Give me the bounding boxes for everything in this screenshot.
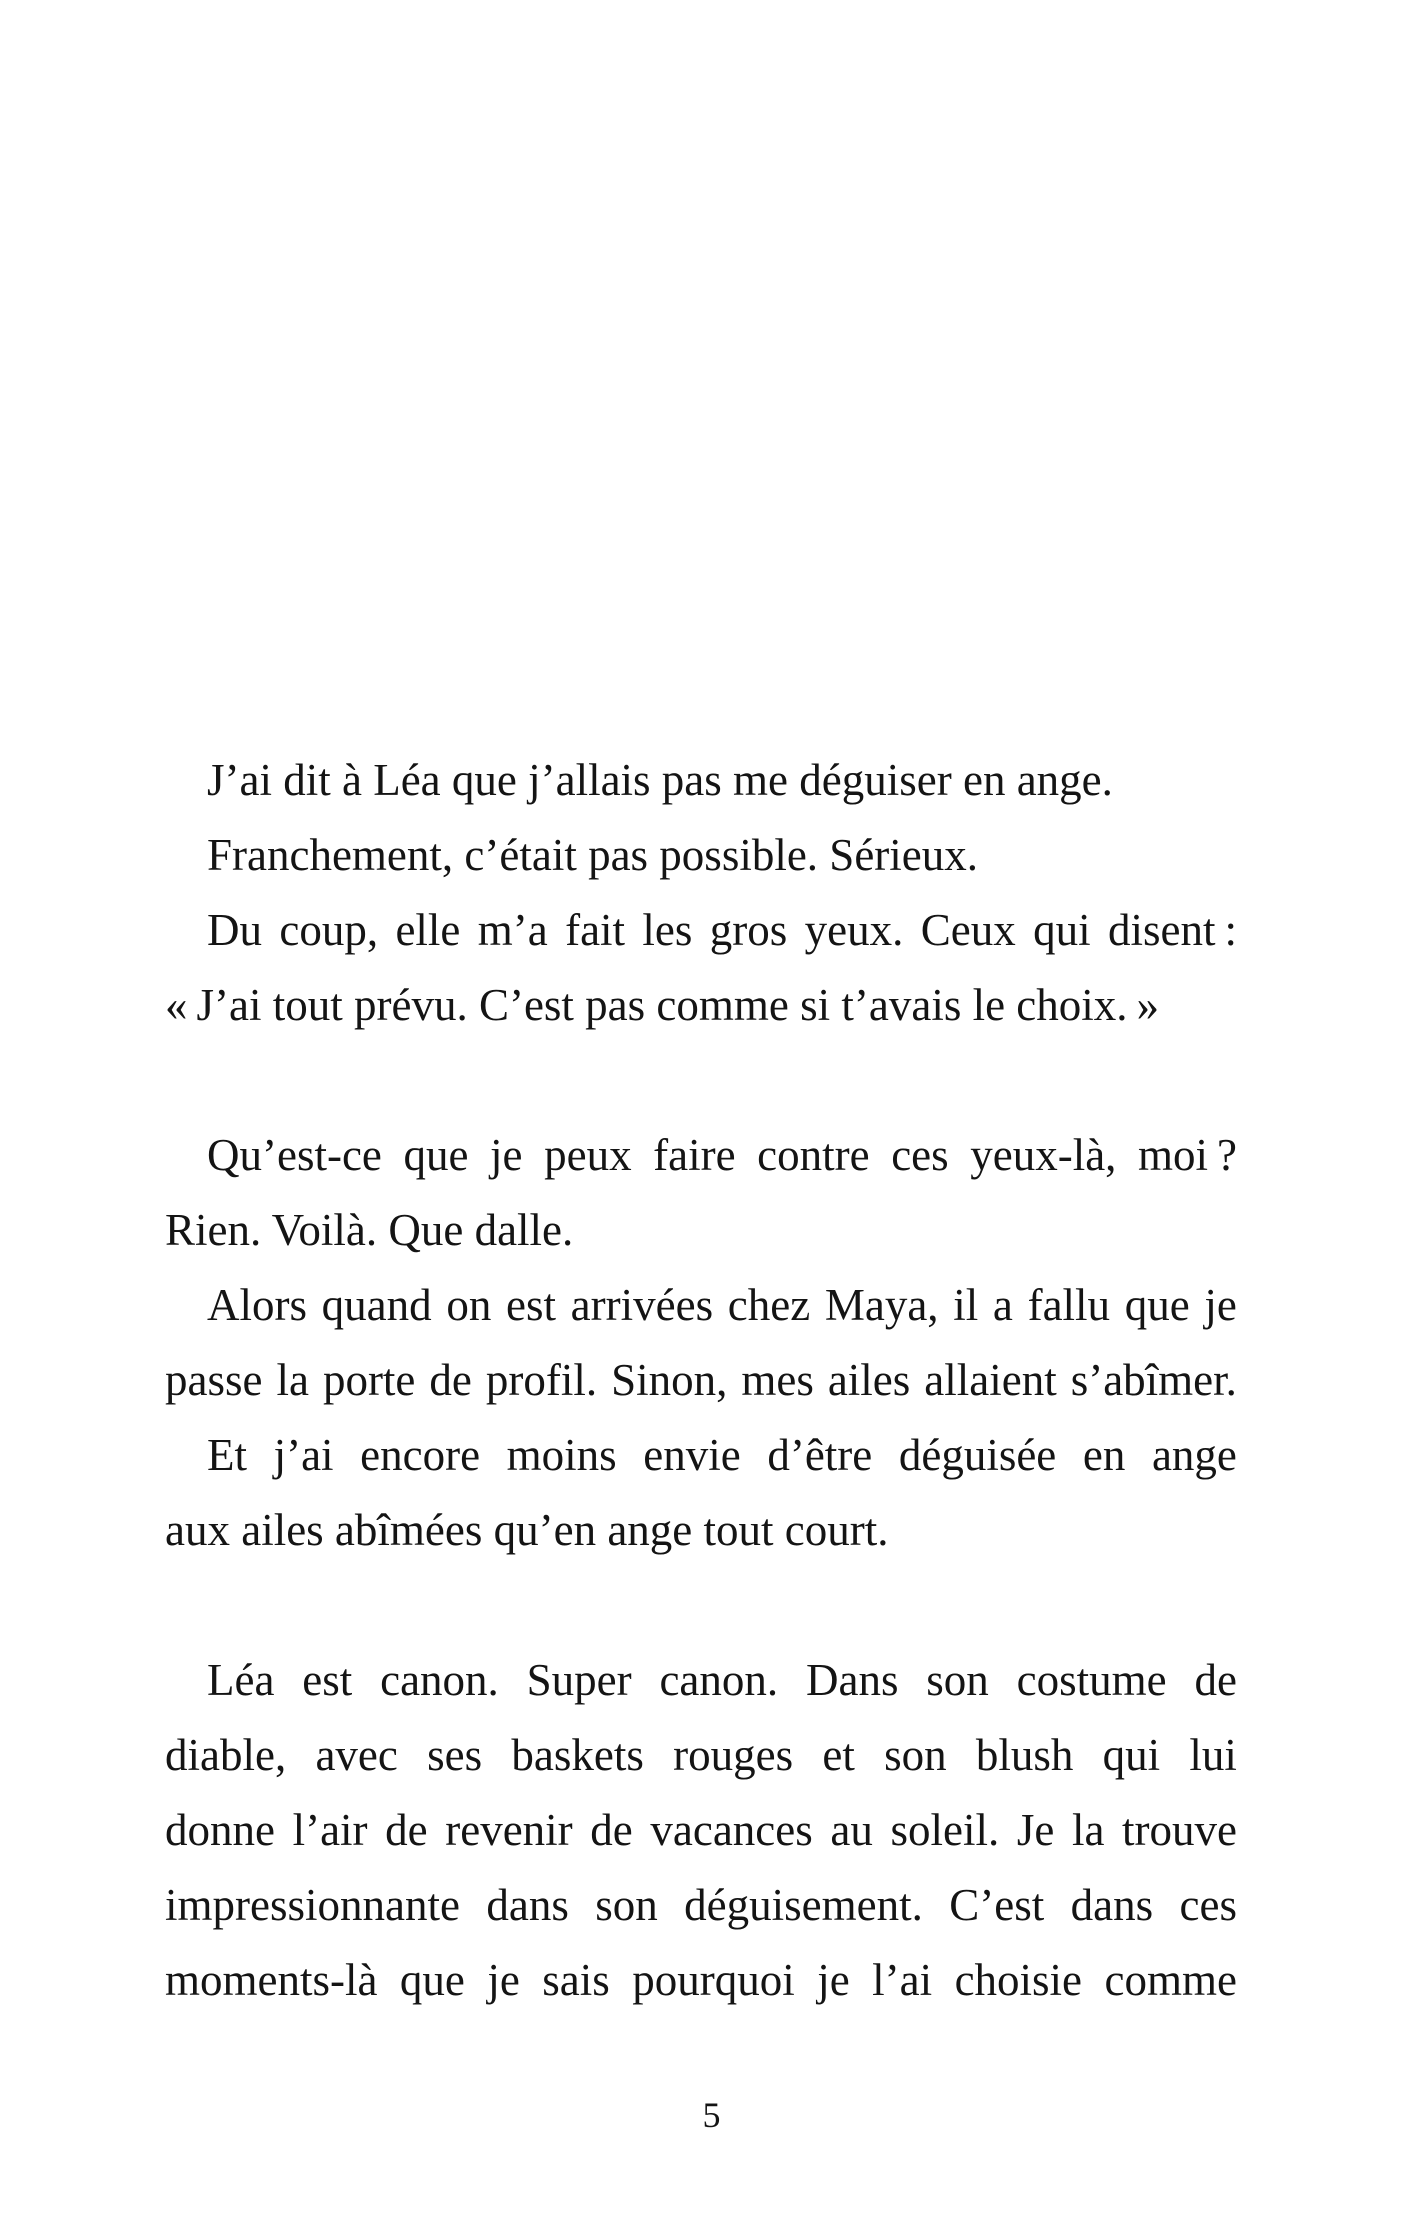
word: il [953, 1280, 979, 1330]
text-line [165, 1943, 1237, 2018]
word: fallu [1027, 1280, 1111, 1330]
word: j’ai [273, 1430, 334, 1480]
word: moins [506, 1430, 617, 1480]
word: dans [486, 1880, 569, 1930]
word: l’air [292, 1805, 368, 1855]
word: ange [1151, 1430, 1237, 1480]
word: diable, [165, 1730, 287, 1780]
text-line [165, 1418, 1237, 1493]
word: coup, [279, 905, 379, 955]
word: a [992, 1280, 1013, 1330]
paragraph-spacer [165, 1568, 1237, 1643]
paragraph-spacer [165, 1043, 1237, 1118]
word: son [595, 1880, 658, 1930]
text-line [165, 893, 1237, 968]
word: yeux-là, [970, 1130, 1117, 1180]
text-line [165, 1268, 1237, 1343]
word: blush [975, 1730, 1074, 1780]
word: passe [165, 1355, 263, 1405]
word: ses [427, 1730, 483, 1780]
word: arrivées [570, 1280, 714, 1330]
word: qui [1102, 1730, 1161, 1780]
word: costume [1016, 1655, 1167, 1705]
word: baskets [511, 1730, 644, 1780]
word: la [1071, 1805, 1105, 1855]
word: Je [1016, 1805, 1055, 1855]
word: mes [741, 1355, 814, 1405]
text-line [165, 1718, 1237, 1793]
word: comme [1104, 1955, 1237, 2005]
text-line [165, 1343, 1237, 1418]
word: qui [1033, 905, 1091, 955]
word: s’abîmer. [1070, 1355, 1237, 1405]
text-line [165, 1643, 1237, 1718]
word: je [487, 1955, 520, 2005]
word: canon. [380, 1655, 499, 1705]
word: on [446, 1280, 492, 1330]
word: porte [322, 1355, 416, 1405]
text-line: Rien. Voilà. Que dalle. [165, 1205, 574, 1255]
word: ces [1179, 1880, 1237, 1930]
text-line [165, 1868, 1237, 1943]
word: son [884, 1730, 947, 1780]
page-number: 5 [702, 2095, 721, 2135]
word: Super [526, 1655, 632, 1705]
word: envie [643, 1430, 741, 1480]
word: encore [360, 1430, 481, 1480]
word: de [385, 1805, 428, 1855]
word: allaient [924, 1355, 1057, 1405]
word: quand [321, 1280, 432, 1330]
text-line [165, 1793, 1237, 1868]
word: canon. [659, 1655, 779, 1705]
word: Léa [207, 1655, 275, 1705]
word: dans [1070, 1880, 1154, 1930]
text-line [165, 1118, 1237, 1193]
word: je [490, 1130, 523, 1180]
word: lui [1189, 1730, 1237, 1780]
word: vacances [650, 1805, 813, 1855]
word: chez [727, 1280, 811, 1330]
word: donne [165, 1805, 275, 1855]
word: fait [565, 905, 626, 955]
word: d’être [767, 1430, 873, 1480]
word: Qu’est-ce [207, 1130, 382, 1180]
word: Sinon, [611, 1355, 728, 1405]
word: profil. [485, 1355, 598, 1405]
word: rouges [673, 1730, 794, 1780]
word: de [1194, 1655, 1237, 1705]
text-line: J’ai dit à Léa que j’allais pas me déguiser en ange. [207, 755, 1113, 805]
word: choisie [954, 1955, 1083, 2005]
word: trouve [1122, 1805, 1237, 1855]
word: de [590, 1805, 633, 1855]
word: les [642, 905, 693, 955]
word: son [926, 1655, 989, 1705]
word: contre [757, 1130, 870, 1180]
word: que [403, 1130, 469, 1180]
word: Ceux [920, 905, 1016, 955]
word: m’a [477, 905, 548, 955]
word: C’est [949, 1880, 1045, 1930]
word: en [1082, 1430, 1126, 1480]
word: sais [542, 1955, 610, 2005]
word: pourquoi [632, 1955, 795, 2005]
word: que [1124, 1280, 1190, 1330]
word: impressionnante [165, 1880, 460, 1930]
word: je [1204, 1280, 1237, 1330]
word: de [429, 1355, 472, 1405]
word: avec [315, 1730, 398, 1780]
word: Et [207, 1430, 247, 1480]
word: peux [544, 1130, 632, 1180]
word: déguisée [898, 1430, 1057, 1480]
word: est [506, 1280, 556, 1330]
word: Dans [805, 1655, 899, 1705]
word: déguisement. [684, 1880, 923, 1930]
word: et [822, 1730, 855, 1780]
word: l’ai [872, 1955, 933, 2005]
word: je [817, 1955, 850, 2005]
word: ailes [827, 1355, 911, 1405]
text-line: « J’ai tout prévu. C’est pas comme si t’avais le choix. » [165, 980, 1160, 1030]
word: moi ? [1138, 1130, 1237, 1180]
word: la [276, 1355, 309, 1405]
text-line: Franchement, c’était pas possible. Sérieux. [207, 830, 979, 880]
word: Maya, [824, 1280, 939, 1330]
word: est [302, 1655, 353, 1705]
word: que [399, 1955, 465, 2005]
word: Alors [207, 1280, 307, 1330]
text-line: aux ailes abîmées qu’en ange tout court. [165, 1505, 889, 1555]
word: faire [653, 1130, 736, 1180]
word: moments-là [165, 1955, 378, 2005]
word: yeux. [804, 905, 904, 955]
word: gros [709, 905, 788, 955]
text-block [165, 743, 1237, 2018]
word: revenir [445, 1805, 573, 1855]
word: au [830, 1805, 873, 1855]
word: ces [891, 1130, 949, 1180]
word: elle [395, 905, 461, 955]
word: soleil. [890, 1805, 1000, 1855]
word: Du [207, 905, 262, 955]
word: disent : [1107, 905, 1237, 955]
